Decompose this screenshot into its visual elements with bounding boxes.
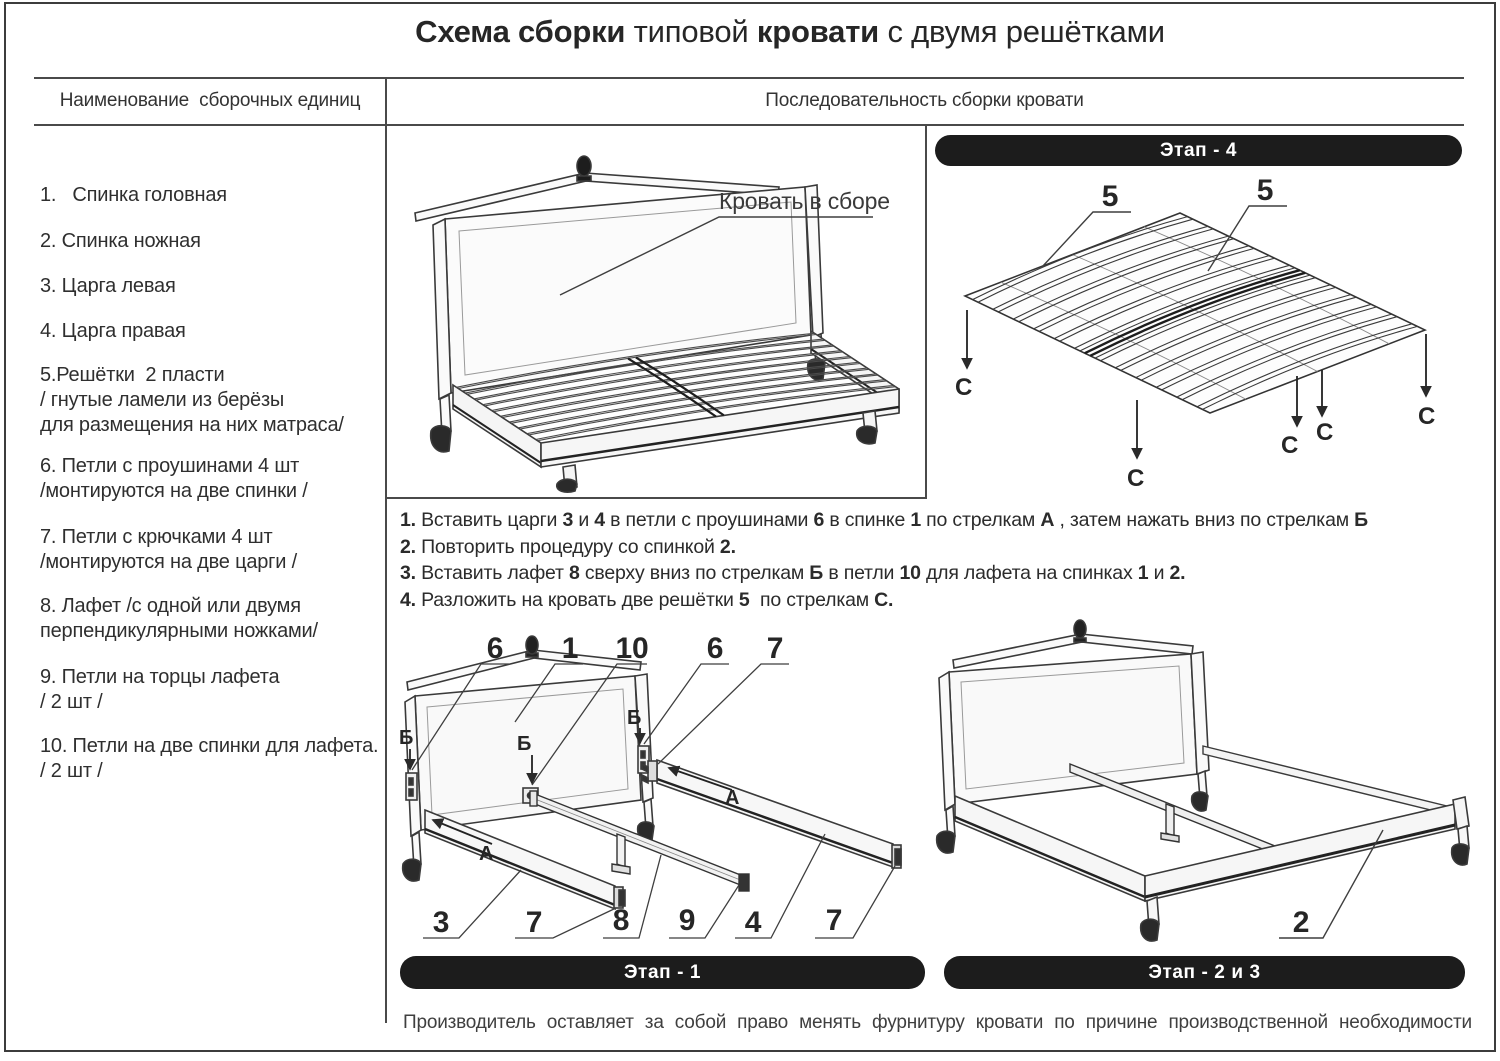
parts-list-item: 9. Петли на торцы лафета / 2 шт / bbox=[40, 666, 280, 713]
parts-list-item: 7. Петли с крючками 4 шт /монтируются на две царги / bbox=[40, 526, 297, 573]
hook-hinge-icon bbox=[895, 849, 901, 865]
parts-list-item: 10. Петли на две спинки для лафета. / 2 шт / bbox=[40, 735, 379, 782]
arrow-label-b: Б bbox=[399, 727, 414, 749]
stage-2-3-pill: Этап - 2 и 3 bbox=[944, 956, 1465, 989]
arrow-label-c: С bbox=[1127, 465, 1145, 492]
part-label-9: 9 bbox=[678, 904, 696, 937]
page-title: Схема сборки типовой кровати с двумя решётками bbox=[415, 14, 1165, 49]
lafet-leg-icon bbox=[612, 864, 630, 874]
bed-foot-icon bbox=[403, 859, 421, 881]
part-label-5: 5 bbox=[1256, 174, 1274, 207]
assembled-bed-caption: Кровать в сборе bbox=[719, 188, 890, 214]
stage-4-drawing bbox=[935, 168, 1475, 506]
arrow-label-a: А bbox=[725, 787, 740, 809]
rule-under-headers bbox=[34, 124, 1464, 126]
parts-list bbox=[40, 183, 385, 784]
bed-foot-icon bbox=[1452, 844, 1469, 865]
front-side-rail bbox=[955, 796, 1145, 901]
part-label-1: 1 bbox=[561, 632, 579, 665]
stage-2-3-drawing bbox=[935, 614, 1500, 950]
bed-foot-icon bbox=[1141, 919, 1159, 941]
part-label-7: 7 bbox=[766, 632, 784, 665]
instruction-step: 3. Вставить лафет 8 сверху вниз по стрелкам Б в петли 10 для лафета на спинках 1 и 2. bbox=[400, 562, 1186, 584]
lafet-leg-icon bbox=[1161, 833, 1179, 842]
part-label-7: 7 bbox=[825, 904, 843, 937]
finial-icon bbox=[526, 636, 538, 654]
part-label-4: 4 bbox=[744, 906, 762, 939]
arrow-label-c: С bbox=[1281, 432, 1299, 459]
parts-column-header: Наименование сборочных единиц bbox=[59, 90, 361, 111]
bed-box-bottom-edge bbox=[385, 497, 927, 499]
instruction-step: 4. Разложить на кровать две решётки 5 по стрелкам С. bbox=[400, 588, 894, 611]
arrow-label-b: Б bbox=[517, 733, 532, 755]
parts-list-item: 5.Решётки 2 пласти / гнутые ламели из берёзы для размещения на них матраса/ bbox=[40, 364, 344, 436]
part-label-8: 8 bbox=[612, 904, 630, 937]
finial-icon bbox=[1074, 620, 1086, 638]
parts-list-item: 2. Спинка ножная bbox=[40, 230, 201, 252]
arrow-label-c: С bbox=[955, 374, 973, 401]
far-side-rail bbox=[1203, 746, 1455, 816]
part-label-6: 6 bbox=[706, 632, 724, 665]
bed-foot-icon bbox=[1192, 792, 1208, 811]
parts-list-item: 1. Спинка головная bbox=[40, 184, 227, 206]
bed-foot-icon bbox=[857, 426, 877, 444]
lafet-end-hinge-icon bbox=[739, 874, 749, 891]
bed-foot-icon bbox=[937, 831, 955, 853]
rule-top bbox=[34, 77, 1464, 79]
stage-4-pill: Этап - 4 bbox=[935, 135, 1462, 166]
parts-list-item: 3. Царга левая bbox=[40, 275, 176, 297]
arrow-label-c: С bbox=[1316, 419, 1334, 446]
instruction-step: 2. Повторить процедуру со спинкой 2. bbox=[400, 535, 736, 558]
arrow-label-c: С bbox=[1418, 403, 1436, 430]
parts-list-item: 6. Петли с проушинами 4 шт /монтируются на две спинки / bbox=[40, 455, 308, 502]
arrow-label-a: А bbox=[479, 843, 494, 865]
bed-foot-icon bbox=[557, 479, 577, 492]
sequence-column-header: Последовательность сборки кровати bbox=[765, 90, 1084, 111]
part-label-3: 3 bbox=[432, 906, 450, 939]
bed-box-right-edge bbox=[925, 124, 927, 497]
part-label-7: 7 bbox=[525, 906, 543, 939]
arrow-label-b: Б bbox=[627, 707, 642, 729]
stage-1-pill: Этап - 1 bbox=[400, 956, 925, 989]
manufacturer-note: Производитель оставляет за собой право менять фурнитуру кровати по причине производственной необходимости bbox=[403, 1012, 1472, 1033]
assembly-instructions bbox=[400, 507, 1466, 613]
assembled-bed-drawing bbox=[387, 127, 923, 495]
stage-1-drawing bbox=[395, 618, 930, 950]
parts-list-item: 8. Лафет /с одной или двумя перпендикулярными ножками/ bbox=[40, 595, 318, 642]
part-label-6: 6 bbox=[486, 632, 504, 665]
bed-foot-icon bbox=[431, 426, 451, 452]
parts-list-item: 4. Царга правая bbox=[40, 320, 186, 342]
part-label-10: 10 bbox=[615, 632, 649, 665]
part-label-2: 2 bbox=[1292, 906, 1310, 939]
part-label-5: 5 bbox=[1101, 180, 1119, 213]
instruction-step: 1. Вставить царги 3 и 4 в петли с проушинами 6 в спинке 1 по стрелкам А , затем нажать вниз по стрелкам Б bbox=[400, 509, 1368, 531]
finial-icon bbox=[577, 156, 591, 176]
